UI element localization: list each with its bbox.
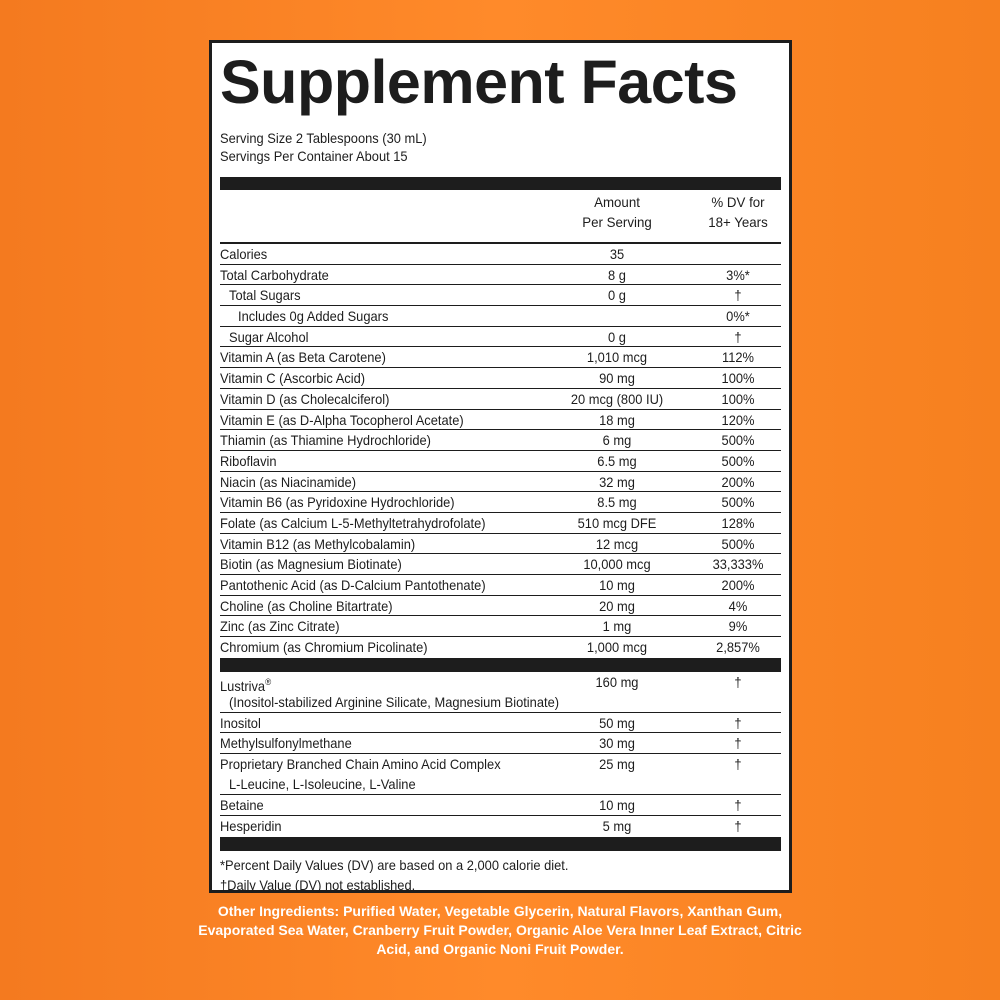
ingredient-list [220, 713, 781, 754]
footnote-dv: *Percent Daily Values (DV) are based on a 2,000 calorie diet. [220, 856, 569, 873]
table-row [220, 451, 781, 472]
table-row [220, 672, 781, 713]
nutrient-amount: 0 g [608, 287, 626, 304]
nutrient-amount: 6 mg [602, 432, 632, 449]
nutrient-amount: 20 mg [599, 597, 635, 614]
table-row [220, 306, 781, 327]
table-row [220, 327, 781, 348]
panel-title: Supplement Facts [220, 48, 738, 116]
nutrient-dv: 500% [721, 452, 755, 469]
nutrient-name: Folate (as Calcium L-5-Methyltetrahydrofolate) [220, 514, 486, 531]
nutrient-name: Total Sugars [229, 287, 301, 304]
nutrient-dv: 0%* [726, 308, 750, 325]
nutrient-name: Pantothenic Acid (as D-Calcium Pantothenate) [220, 577, 486, 593]
section-divider [220, 658, 781, 672]
nutrient-amount: 8 g [608, 266, 626, 283]
ingredient-list [220, 795, 781, 836]
nutrient-name: Total Carbohydrate [220, 266, 329, 283]
nutrient-name: Includes 0g Added Sugars [238, 308, 389, 325]
table-row [220, 410, 781, 431]
table-row [220, 472, 781, 493]
nutrient-dv: 9% [728, 618, 748, 635]
ingredient-subtext: L-Leucine, L-Isoleucine, L-Valine [229, 776, 416, 793]
nutrient-dv: 4% [728, 597, 748, 614]
nutrient-amount: 10 mg [599, 797, 635, 814]
nutrient-amount: 8.5 mg [597, 494, 637, 511]
nutrient-amount: 1,010 mcg [586, 349, 648, 366]
other-ingredients: Other Ingredients: Purified Water, Vegetable Glycerin, Natural Flavors, Xanthan Gum, Evaporated Sea Water, Cranberry Fruit Powder, Organic Aloe Vera Inner Leaf Extract, Citric Acid, and Organic Noni Fruit Powder. [198, 903, 802, 957]
nutrient-name: Betaine [220, 797, 264, 814]
nutrient-amount: 0 g [608, 328, 626, 345]
nutrient-name: Chromium (as Chromium Picolinate) [220, 639, 428, 656]
table-row [220, 616, 781, 637]
table-row [220, 596, 781, 617]
nutrient-name: Vitamin E (as D-Alpha Tocopherol Acetate) [220, 411, 464, 428]
nutrient-dv: † [734, 735, 742, 752]
nutrient-amount: 5 mg [602, 817, 632, 834]
thick-divider [220, 177, 781, 190]
table-row [220, 637, 781, 658]
nutrient-name: Vitamin B12 (as Methylcobalamin) [220, 535, 416, 552]
nutrient-amount: 1 mg [602, 618, 632, 635]
nutrient-name: Methylsulfonylmethane [220, 735, 352, 752]
table-row [220, 513, 781, 534]
nutrient-amount: 90 mg [599, 370, 635, 387]
table-row [220, 754, 781, 795]
nutrient-dv: 112% [722, 349, 754, 366]
nutrient-dv: 200% [721, 577, 755, 593]
registered-mark: ® [265, 676, 272, 687]
table-row [220, 575, 781, 596]
nutrient-dv: † [734, 328, 742, 345]
section-divider [220, 837, 781, 851]
table-row [220, 389, 781, 410]
table-row [220, 713, 781, 734]
nutrient-dv: † [734, 797, 742, 814]
nutrient-name: Inositol [220, 714, 261, 731]
nutrient-amount: 50 mg [599, 714, 635, 731]
dv-header: % DV for 18+ Years [708, 194, 768, 230]
nutrient-dv: † [734, 287, 742, 304]
nutrient-amount: 18 mg [599, 411, 635, 428]
nutrient-name: Sugar Alcohol [229, 328, 309, 345]
nutrient-name: Zinc (as Zinc Citrate) [220, 618, 340, 635]
amount-header: Amount Per Serving [582, 194, 652, 230]
nutrient-amount: 10 mg [599, 577, 635, 593]
nutrient-amount: 6.5 mg [597, 452, 637, 469]
ingredient-dv: † [734, 673, 742, 690]
nutrient-name: Biotin (as Magnesium Biotinate) [220, 556, 402, 573]
nutrient-name: Riboflavin [220, 452, 277, 469]
table-row [220, 430, 781, 451]
column-headers [220, 192, 781, 234]
table-row [220, 285, 781, 306]
nutrient-name: Vitamin C (Ascorbic Acid) [220, 370, 366, 387]
nutrient-name: Calories [220, 246, 268, 262]
nutrient-name: Thiamin (as Thiamine Hydrochloride) [220, 432, 431, 449]
nutrient-name: Choline (as Choline Bitartrate) [220, 597, 393, 614]
nutrient-amount: 10,000 mcg [583, 556, 651, 573]
supplement-facts-panel [209, 40, 792, 893]
nutrient-name: Vitamin D (as Cholecalciferol) [220, 390, 390, 407]
ingredient-dv: † [734, 756, 742, 773]
nutrient-amount: 30 mg [599, 735, 635, 752]
nutrient-dv: 500% [721, 535, 755, 552]
nutrient-dv: 2,857% [716, 639, 760, 656]
nutrient-amount: 20 mcg (800 IU) [570, 390, 664, 407]
nutrient-dv: 100% [721, 390, 755, 407]
ingredient-name: Lustriva [220, 677, 266, 694]
table-row [220, 492, 781, 513]
nutrient-dv: 120% [721, 411, 755, 428]
ingredient-amount: 160 mg [595, 673, 639, 690]
nutrient-amount: 1,000 mcg [586, 639, 648, 656]
table-row [220, 816, 781, 837]
nutrient-dv: 500% [721, 432, 755, 449]
table-row [220, 347, 781, 368]
table-row [220, 244, 781, 265]
nutrient-dv: 200% [721, 473, 755, 490]
nutrient-dv: 3%* [726, 266, 750, 283]
servings-per-container: Servings Per Container About 15 [220, 148, 408, 164]
table-row [220, 534, 781, 555]
table-row [220, 795, 781, 816]
ingredient-name: Proprietary Branched Chain Amino Acid Complex [220, 756, 501, 773]
ingredient-amount: 25 mg [599, 756, 635, 773]
nutrient-dv: † [734, 817, 742, 834]
ingredient-subtext: (Inositol-stabilized Arginine Silicate, Magnesium Biotinate) [229, 693, 560, 710]
nutrient-amount: 32 mg [599, 473, 635, 490]
footnote-not-established: †Daily Value (DV) not established. [220, 876, 416, 893]
nutrient-dv: 500% [721, 494, 755, 511]
nutrient-name: Niacin (as Niacinamide) [220, 473, 357, 490]
nutrient-name: Hesperidin [220, 817, 282, 834]
nutrient-amount: 35 [609, 246, 625, 262]
table-row [220, 265, 781, 286]
table-row [220, 733, 781, 754]
nutrient-amount: 510 mcg DFE [577, 514, 657, 531]
nutrient-dv: † [734, 714, 742, 731]
serving-size: Serving Size 2 Tablespoons (30 mL) [220, 130, 427, 146]
nutrient-name: Vitamin A (as Beta Carotene) [220, 349, 386, 366]
nutrient-dv: 33,333% [712, 556, 764, 573]
nutrient-amount: 12 mcg [595, 535, 639, 552]
nutrient-list [220, 244, 781, 658]
table-row [220, 554, 781, 575]
nutrient-dv: 100% [721, 370, 755, 387]
nutrient-name: Vitamin B6 (as Pyridoxine Hydrochloride) [220, 494, 455, 511]
table-row [220, 368, 781, 389]
nutrient-dv: 128% [721, 514, 755, 531]
